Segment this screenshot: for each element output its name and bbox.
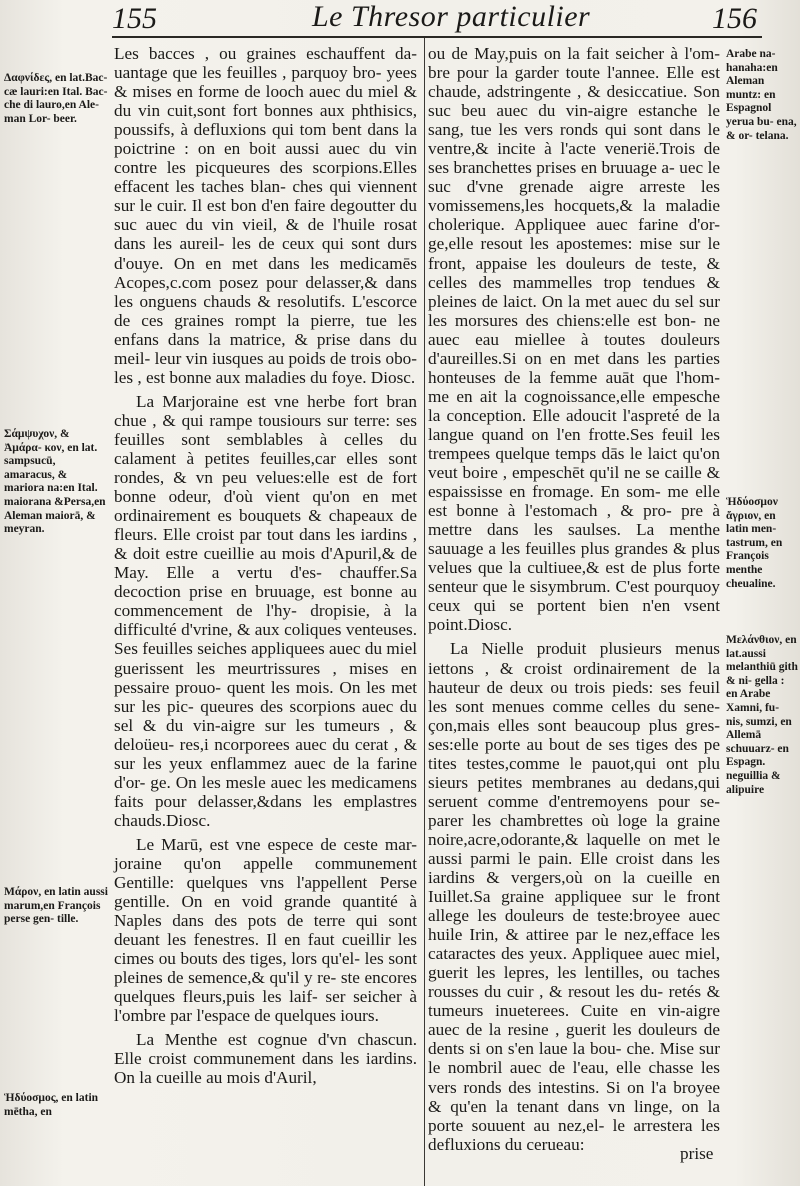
margin-note: Σάμψυχον, & Ἀμάρα- κον, en lat. sampsucū, amaracus, & mariora na:en Ital. maiorana &Persa,en Aleman maiorā, & meyran. (4, 428, 106, 536)
paragraph: Le Marū, est vne espece de ceste mar- joraine qu'on appelle communement Gentille: quelques vns l'appellent Perse gentille. On en void grande quantité à Naples dans des pots de terre qui sont deuant les fenestres. Il en faut cueillir les cimes ou bouts des tiges, lors qu'el- les sont pleines de semence,& qu'il y re- ste encores quelques fleurs,puis les laif- ser seicher à l'ombre par l'espace de quelques iours. (114, 834, 417, 1026)
margin-note: Arabe na- hanaha:en Aleman muntz: en Espagnol yerua bu- ena, & or- telana. (726, 48, 797, 142)
margin-note: Ἡδύοσμον ἄγριον, en latin men- tastrum, en François menthe cheualine. (726, 496, 783, 590)
page-header (0, 0, 800, 40)
left-text-column (114, 44, 417, 1088)
paragraph: La Marjoraine est vne herbe fort bran chue , & qui rampe tousiours sur terre: ses feuilles sont semblables à celles du calament à petites feuilles,car elles sont rondes, & vn peu velues:elle est de fort bonne odeur, d'où vient qu'on en met ordinairement es bouquets & chapeaux de fleurs. Elle croist par tout dans les iardins , & doit estre cueillie au mois d'Apuril,& de May. Elle a vertu d'es- chauffer.Sa decoction prise en bruuage, est bonne au commencement de l'hy- dropisie, à la difficulté d'vrine, & aux coliques venteuses. Ses feuilles seiches appliquees auec du miel guerissent les meurtrissures , mises en pessaire prouo- quent les mois. On les met sur les pic- queures des scorpions auec du sel & du vin-aigre sur les tumeurs , & deloüeu- res,i ncorporees auec du cerat , & sur les yeux enflammez auec de la farine d'or- ge. On les mesle auec les medicamens faits pour delasser,&dans les emplastres chauds.Diosc. (114, 391, 417, 830)
header-rule (112, 36, 762, 38)
margin-note: Μελάνθιον, en lat.aussi melanthiū gith & ni- gella : en Arabe Xamni, fu- nis, sumzi, en Allemā schuuarz- en Espagn. neguillia & alipuire (726, 634, 798, 796)
margin-note: Δαφνίδες, en lat.Bac- cæ lauri:en Ital. Bac- che di lauro,en Ale- man Lor- beer. (4, 72, 108, 125)
paragraph: ou de May,puis on la fait seicher à l'om- bre pour la garder toute l'annee. Elle est chaude, adstringente , & desiccatiue. Son suc beu auec du vin-aigre estanche le sang, tue les vers ronds qui sont dans le ventre,& incite à l'acte venerië.Trois de ses branchettes prises en bruuage a- uec le suc d'vne grenade aigre arreste les vomissemens,les hocquets,& la maladie cholerique. Appliquee auec farine d'or- ge,elle resout les apostemes: mise sur le front, appaise les douleurs de teste, & celles des mammelles trop tendues & pleines de laict. On la met auec du sel sur les morsures des chiens:elle est bon- ne auec eau miellee à toutes douleurs d'aureilles.Si on en met dans les parties honteuses de la femme auāt que l'hom- me en ait la cognoissance,elle empesche la conception. Elle adoucit l'aspreté de la langue quand on l'en frotte.Ses feuil les trempees quelque temps dās le laict qu'on veut boire , empeschēt qu'il ne se caille & espaississe en fromage. En som- me elle est bonne à l'estomach , & pro- pre à mettre dans les saulses. La menthe sauuage a les feuilles plus grandes & plus velues que la cultiuee,& est de plus forte senteur que le sisymbrum. C'est pourquoy ceux qui se portent bien n'en vsent point.Diosc. (428, 44, 720, 635)
right-text-column (428, 44, 720, 1154)
right-page-number: 156 (712, 2, 757, 35)
margin-note: Μάρον, en latin aussi marum,en François perse gen- tille. (4, 886, 108, 926)
catchword: prise (680, 1144, 714, 1163)
column-divider (424, 38, 425, 1186)
paragraph: Les bacces , ou graines eschauffent da- uantage que les feuilles , parquoy bro- yees & mises en forme de looch auec du miel & du vin cuit,sont fort bonnes aux phthisics, poussifs, à defluxions qui tom bent dans la poictrine : on en boit aussi auec du vin contre les picqueures des scorpions.Elles effacent les taches blan- ches qui viennent sur le cuir. Il est bon d'en faire degoutter du suc auec du vin vieil, & de l'huile rosat dans les aureil- les de ceux qui sont durs d'ouye. On en met dans les medicamēs Acopes,c.com posez pour delasser,& dans les onguens chauds & resolutifs. L'escorce de ces graines rompt la pierre, tue les enfans dans la matrice, & prise dans du meil- leur vin iusques au poids de trois obo- les , est bonne aux maladies du foye. Diosc. (114, 44, 417, 387)
paragraph: La Nielle produit plusieurs menus iettons , & croist ordinairement de la hauteur de deux ou trois pieds: ses feuil les sont menues comme celles du sene- çon,mais elles sont beaucoup plus gres- ses:elle porte au bout de ses tiges des pe tites testes,comme le pauot,qui ont plu sieurs petites membranes au dedans,qui seruent comme d'entremoyens pour se- parer les chambrettes où loge la graine noire,acre,odorante,& laquelle on met le aussi parmi le pain. Elle croist dans les iardins & vergers,où on la cueille en Iuillet.Sa graine appliquee sur le front allege les douleurs de teste:broyee auec huile Irin, & attiree par le nez,efface les cataractes des yeux. Appliquee auec miel, guerit les lepres, les lentilles, ou taches rousses du cuir , & resout les du- retés & tumeurs inueterees. Cuite en vin-aigre auec de la resine , guerit les douleurs de dents si on s'en laue la bou- che. Mise sur le nombril auec de l'eau, elle chasse les vers ronds des intestins. Si on l'a broyee & qu'en la tenant dans vn linge, on la porte souuent au nez,el- le arrestera les defluxions du cerueau: (428, 639, 720, 1154)
paragraph: La Menthe est cognue d'vn chascun. Elle croist communement dans les iardins. On la cueille au mois d'Auril, (114, 1030, 417, 1088)
margin-note: Ἡδύοσμος, en latin mētha, en (4, 1092, 99, 1118)
running-title: Le Thresor particulier (312, 0, 591, 33)
left-page-number: 155 (112, 2, 157, 35)
